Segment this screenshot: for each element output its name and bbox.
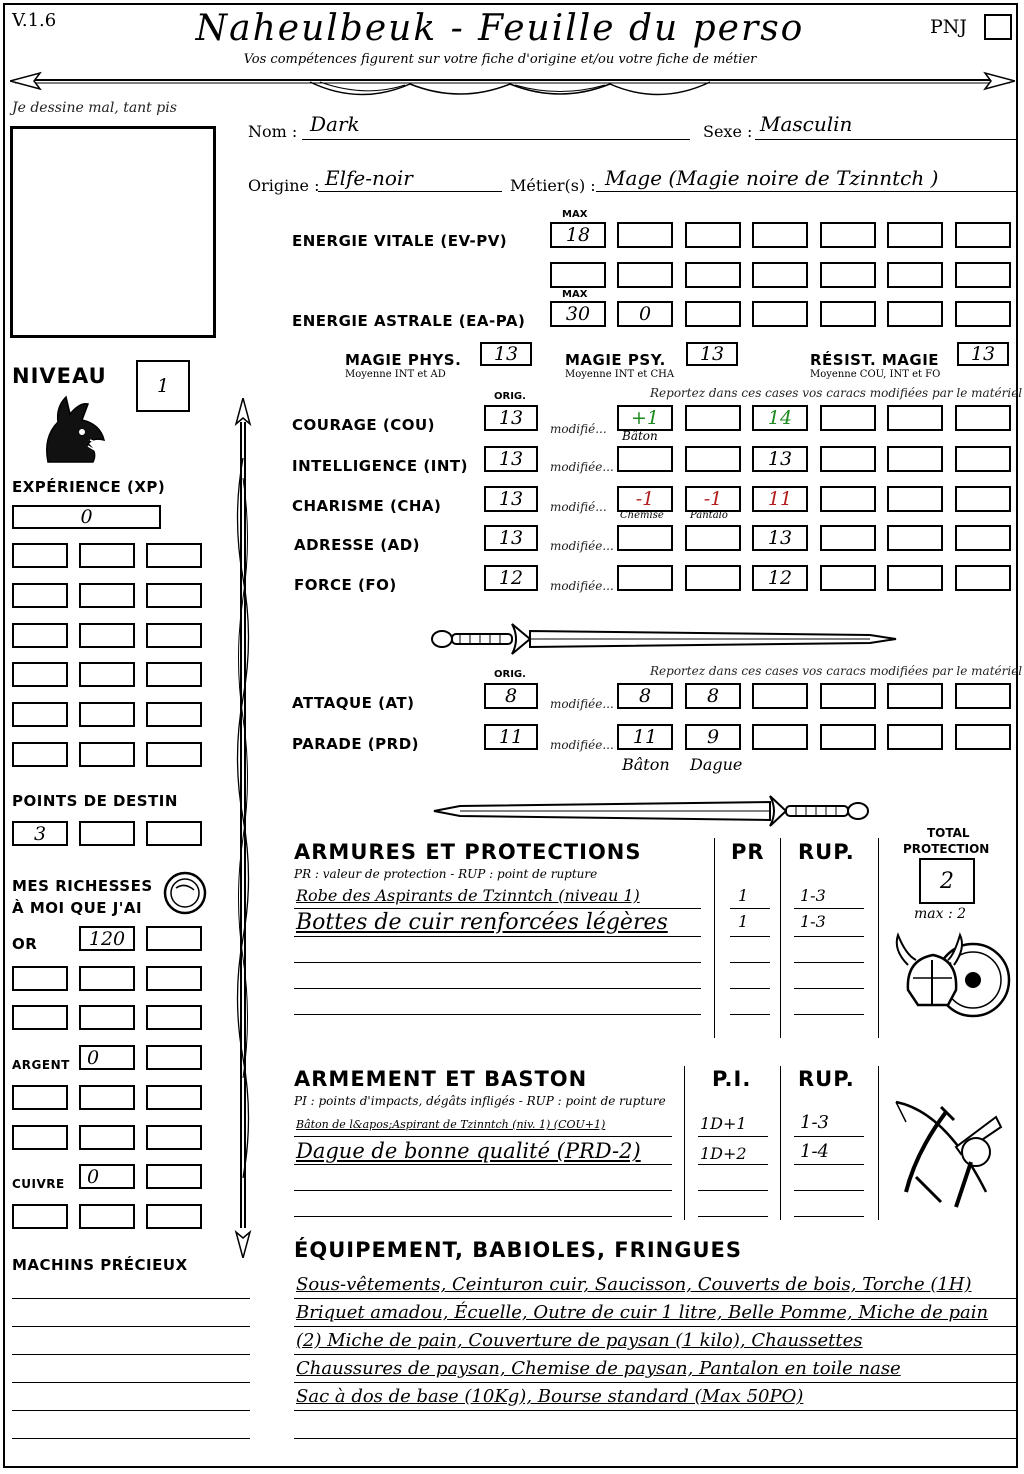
courage-label: COURAGE (COU) — [292, 416, 436, 434]
armure-2-rup[interactable]: 1-3 — [800, 912, 826, 931]
combat-orig-label: ORIG. — [494, 669, 526, 680]
total-label-2: PROTECTION — [903, 842, 990, 856]
ea-max-label: MAX — [562, 289, 588, 300]
helmet-shield-icon — [888, 930, 1013, 1025]
total-protection-box[interactable]: 2 — [919, 858, 975, 904]
origine-label: Origine : — [248, 176, 320, 195]
argent-box[interactable]: 0 — [79, 1045, 135, 1070]
force-orig[interactable]: 12 — [484, 565, 538, 591]
or-label: OR — [12, 935, 38, 953]
magie-psy-label: MAGIE PSY. — [565, 351, 666, 369]
force-label: FORCE (FO) — [294, 576, 397, 594]
armure-1-name[interactable]: Robe des Aspirants de Tzinntch (niveau 1) — [296, 886, 640, 905]
resist-magie-sub: Moyenne COU, INT et FO — [810, 369, 941, 380]
magie-phys-sub: Moyenne INT et AD — [345, 369, 446, 380]
charisme-final[interactable]: 11 — [752, 486, 808, 512]
destin-box[interactable]: 3 — [12, 821, 68, 846]
magie-phys-label: MAGIE PHYS. — [345, 351, 462, 369]
equipement-line-4[interactable]: Chaussures de paysan, Chemise de paysan, Pantalon en toile nase — [296, 1358, 901, 1379]
parade-label: PARADE (PRD) — [292, 735, 420, 753]
richesses-label-1: MES RICHESSES — [12, 877, 153, 895]
arme-2-name[interactable]: Dague de bonne qualité (PRD-2) — [296, 1139, 641, 1163]
argent-label: ARGENT — [12, 1058, 70, 1072]
vertical-spear-ornament — [228, 398, 258, 1258]
arme-1-name[interactable]: Bâton de l&apos;Aspirant de Tzinntch (niv. 1) (COU+1) — [296, 1118, 606, 1131]
xp-box[interactable]: 0 — [12, 505, 161, 529]
dragon-icon — [38, 392, 108, 464]
courage-mod1[interactable]: +1 — [617, 405, 673, 431]
destin-label: POINTS DE DESTIN — [12, 792, 178, 810]
version-label: V.1.6 — [12, 10, 57, 31]
magie-phys-box[interactable]: 13 — [480, 342, 532, 366]
armures-col-rup: RUP. — [798, 840, 855, 864]
intelligence-final[interactable]: 13 — [752, 446, 808, 472]
page-title: Naheulbeuk - Feuille du perso — [195, 8, 805, 49]
parade-v1[interactable]: 11 — [617, 724, 673, 750]
armement-title: ARMEMENT ET BASTON — [294, 1067, 588, 1091]
weapons-icon — [886, 1092, 1011, 1217]
courage-orig[interactable]: 13 — [484, 405, 538, 431]
arme-2-pi[interactable]: 1D+2 — [700, 1144, 747, 1163]
ev-max-label: MAX — [562, 209, 588, 220]
parade-orig[interactable]: 11 — [484, 724, 538, 750]
page-subtitle: Vos compétences figurent sur votre fiche d'origine et/ou votre fiche de métier — [243, 52, 757, 67]
arme-1-rup[interactable]: 1-3 — [800, 1112, 829, 1133]
total-protection-max: max : 2 — [914, 906, 967, 922]
nom-label: Nom : — [248, 122, 298, 141]
weapon-name-2: Dague — [690, 755, 743, 774]
armement-col-pi: P.I. — [712, 1067, 752, 1091]
attaque-orig[interactable]: 8 — [484, 683, 538, 709]
armure-2-pr[interactable]: 1 — [738, 912, 749, 931]
arme-2-rup[interactable]: 1-4 — [800, 1141, 829, 1162]
sword-ornament-bottom — [430, 790, 875, 832]
richesses-label-2: À MOI QUE J'AI — [12, 899, 143, 917]
courage-mod1-note: Bâton — [622, 429, 658, 443]
resist-magie-label: RÉSIST. MAGIE — [810, 351, 940, 369]
armures-title: ARMURES ET PROTECTIONS — [294, 840, 642, 864]
stats-report-note: Reportez dans ces cases vos caracs modifiées par le matériel — [650, 386, 1023, 400]
cuivre-box[interactable]: 0 — [79, 1164, 135, 1189]
charisme-orig[interactable]: 13 — [484, 486, 538, 512]
stats-orig-label: ORIG. — [494, 391, 526, 402]
ea-label: ENERGIE ASTRALE (EA-PA) — [292, 312, 526, 330]
equipement-title: ÉQUIPEMENT, BABIOLES, FRINGUES — [294, 1238, 742, 1262]
weapon-name-1: Bâton — [622, 755, 670, 774]
ev-label: ENERGIE VITALE (EV-PV) — [292, 232, 508, 250]
niveau-label: NIVEAU — [12, 364, 107, 388]
niveau-box[interactable]: 1 — [136, 360, 190, 412]
armement-sub: PI : points d'impacts, dégâts infligés - RUP : point de rupture — [294, 1094, 666, 1108]
charisme-label: CHARISME (CHA) — [292, 497, 442, 515]
adresse-orig[interactable]: 13 — [484, 525, 538, 551]
xp-label: EXPÉRIENCE (XP) — [12, 478, 166, 496]
portrait-box[interactable] — [10, 126, 216, 338]
armures-col-pr: PR — [731, 840, 765, 864]
armure-1-rup[interactable]: 1-3 — [800, 886, 826, 905]
equipement-line-1[interactable]: Sous-vêtements, Ceinturon cuir, Saucisson, Couverts de bois, Torche (1H) — [296, 1274, 972, 1295]
adresse-final[interactable]: 13 — [752, 525, 808, 551]
or-box[interactable]: 120 — [79, 926, 135, 951]
ev-max-box[interactable]: 18 — [550, 222, 606, 248]
total-label-1: TOTAL — [927, 826, 970, 840]
charisme-mod2[interactable]: -1 — [685, 486, 741, 512]
combat-report-note: Reportez dans ces cases vos caracs modifiées par le matériel — [650, 664, 1023, 678]
nom-value[interactable]: Dark — [310, 112, 360, 136]
metier-label: Métier(s) : — [510, 176, 596, 195]
intelligence-orig[interactable]: 13 — [484, 446, 538, 472]
ea-current-box[interactable]: 0 — [617, 301, 673, 327]
charisme-mod1-note: Chemise — [620, 510, 664, 521]
equipement-line-3[interactable]: (2) Miche de pain, Couverture de paysan (1 kilo), Chaussettes — [296, 1330, 863, 1351]
sexe-label: Sexe : — [703, 122, 753, 141]
portrait-caption: Je dessine mal, tant pis — [12, 100, 177, 116]
origine-value[interactable]: Elfe-noir — [325, 166, 413, 190]
charisme-mod2-note: Pantalo — [690, 510, 728, 521]
cuivre-label: CUIVRE — [12, 1177, 65, 1191]
sexe-value[interactable]: Masculin — [760, 112, 853, 136]
courage-final[interactable]: 14 — [752, 405, 808, 431]
attaque-label: ATTAQUE (AT) — [292, 694, 415, 712]
armures-sub: PR : valeur de protection - RUP : point de rupture — [294, 867, 598, 881]
equipement-line-5[interactable]: Sac à dos de base (10Kg), Bourse standard (Max 50PO) — [296, 1386, 804, 1407]
armure-2-name[interactable]: Bottes de cuir renforcées légères — [296, 910, 668, 935]
adresse-label: ADRESSE (AD) — [294, 536, 421, 554]
resist-magie-box[interactable]: 13 — [957, 342, 1009, 366]
machins-label: MACHINS PRÉCIEUX — [12, 1256, 188, 1274]
armement-col-rup: RUP. — [798, 1067, 855, 1091]
pnj-checkbox[interactable] — [984, 14, 1012, 40]
equipement-line-2[interactable]: Briquet amadou, Écuelle, Outre de cuir 1 litre, Belle Pomme, Miche de pain — [296, 1302, 989, 1323]
attaque-v2[interactable]: 8 — [685, 683, 741, 709]
intelligence-label: INTELLIGENCE (INT) — [292, 457, 468, 475]
charisme-mod1[interactable]: -1 — [617, 486, 673, 512]
pnj-label: PNJ — [930, 16, 968, 38]
arme-1-pi[interactable]: 1D+1 — [700, 1114, 747, 1133]
coin-icon — [162, 870, 208, 916]
ea-max-box[interactable]: 30 — [550, 301, 606, 327]
magie-psy-sub: Moyenne INT et CHA — [565, 369, 675, 380]
armure-1-pr[interactable]: 1 — [738, 886, 749, 905]
attaque-v1[interactable]: 8 — [617, 683, 673, 709]
sword-ornament-top — [430, 618, 900, 660]
parade-v2[interactable]: 9 — [685, 724, 741, 750]
magie-psy-box[interactable]: 13 — [686, 342, 738, 366]
force-final[interactable]: 12 — [752, 565, 808, 591]
metier-value[interactable]: Mage (Magie noire de Tzinntch ) — [605, 166, 939, 190]
